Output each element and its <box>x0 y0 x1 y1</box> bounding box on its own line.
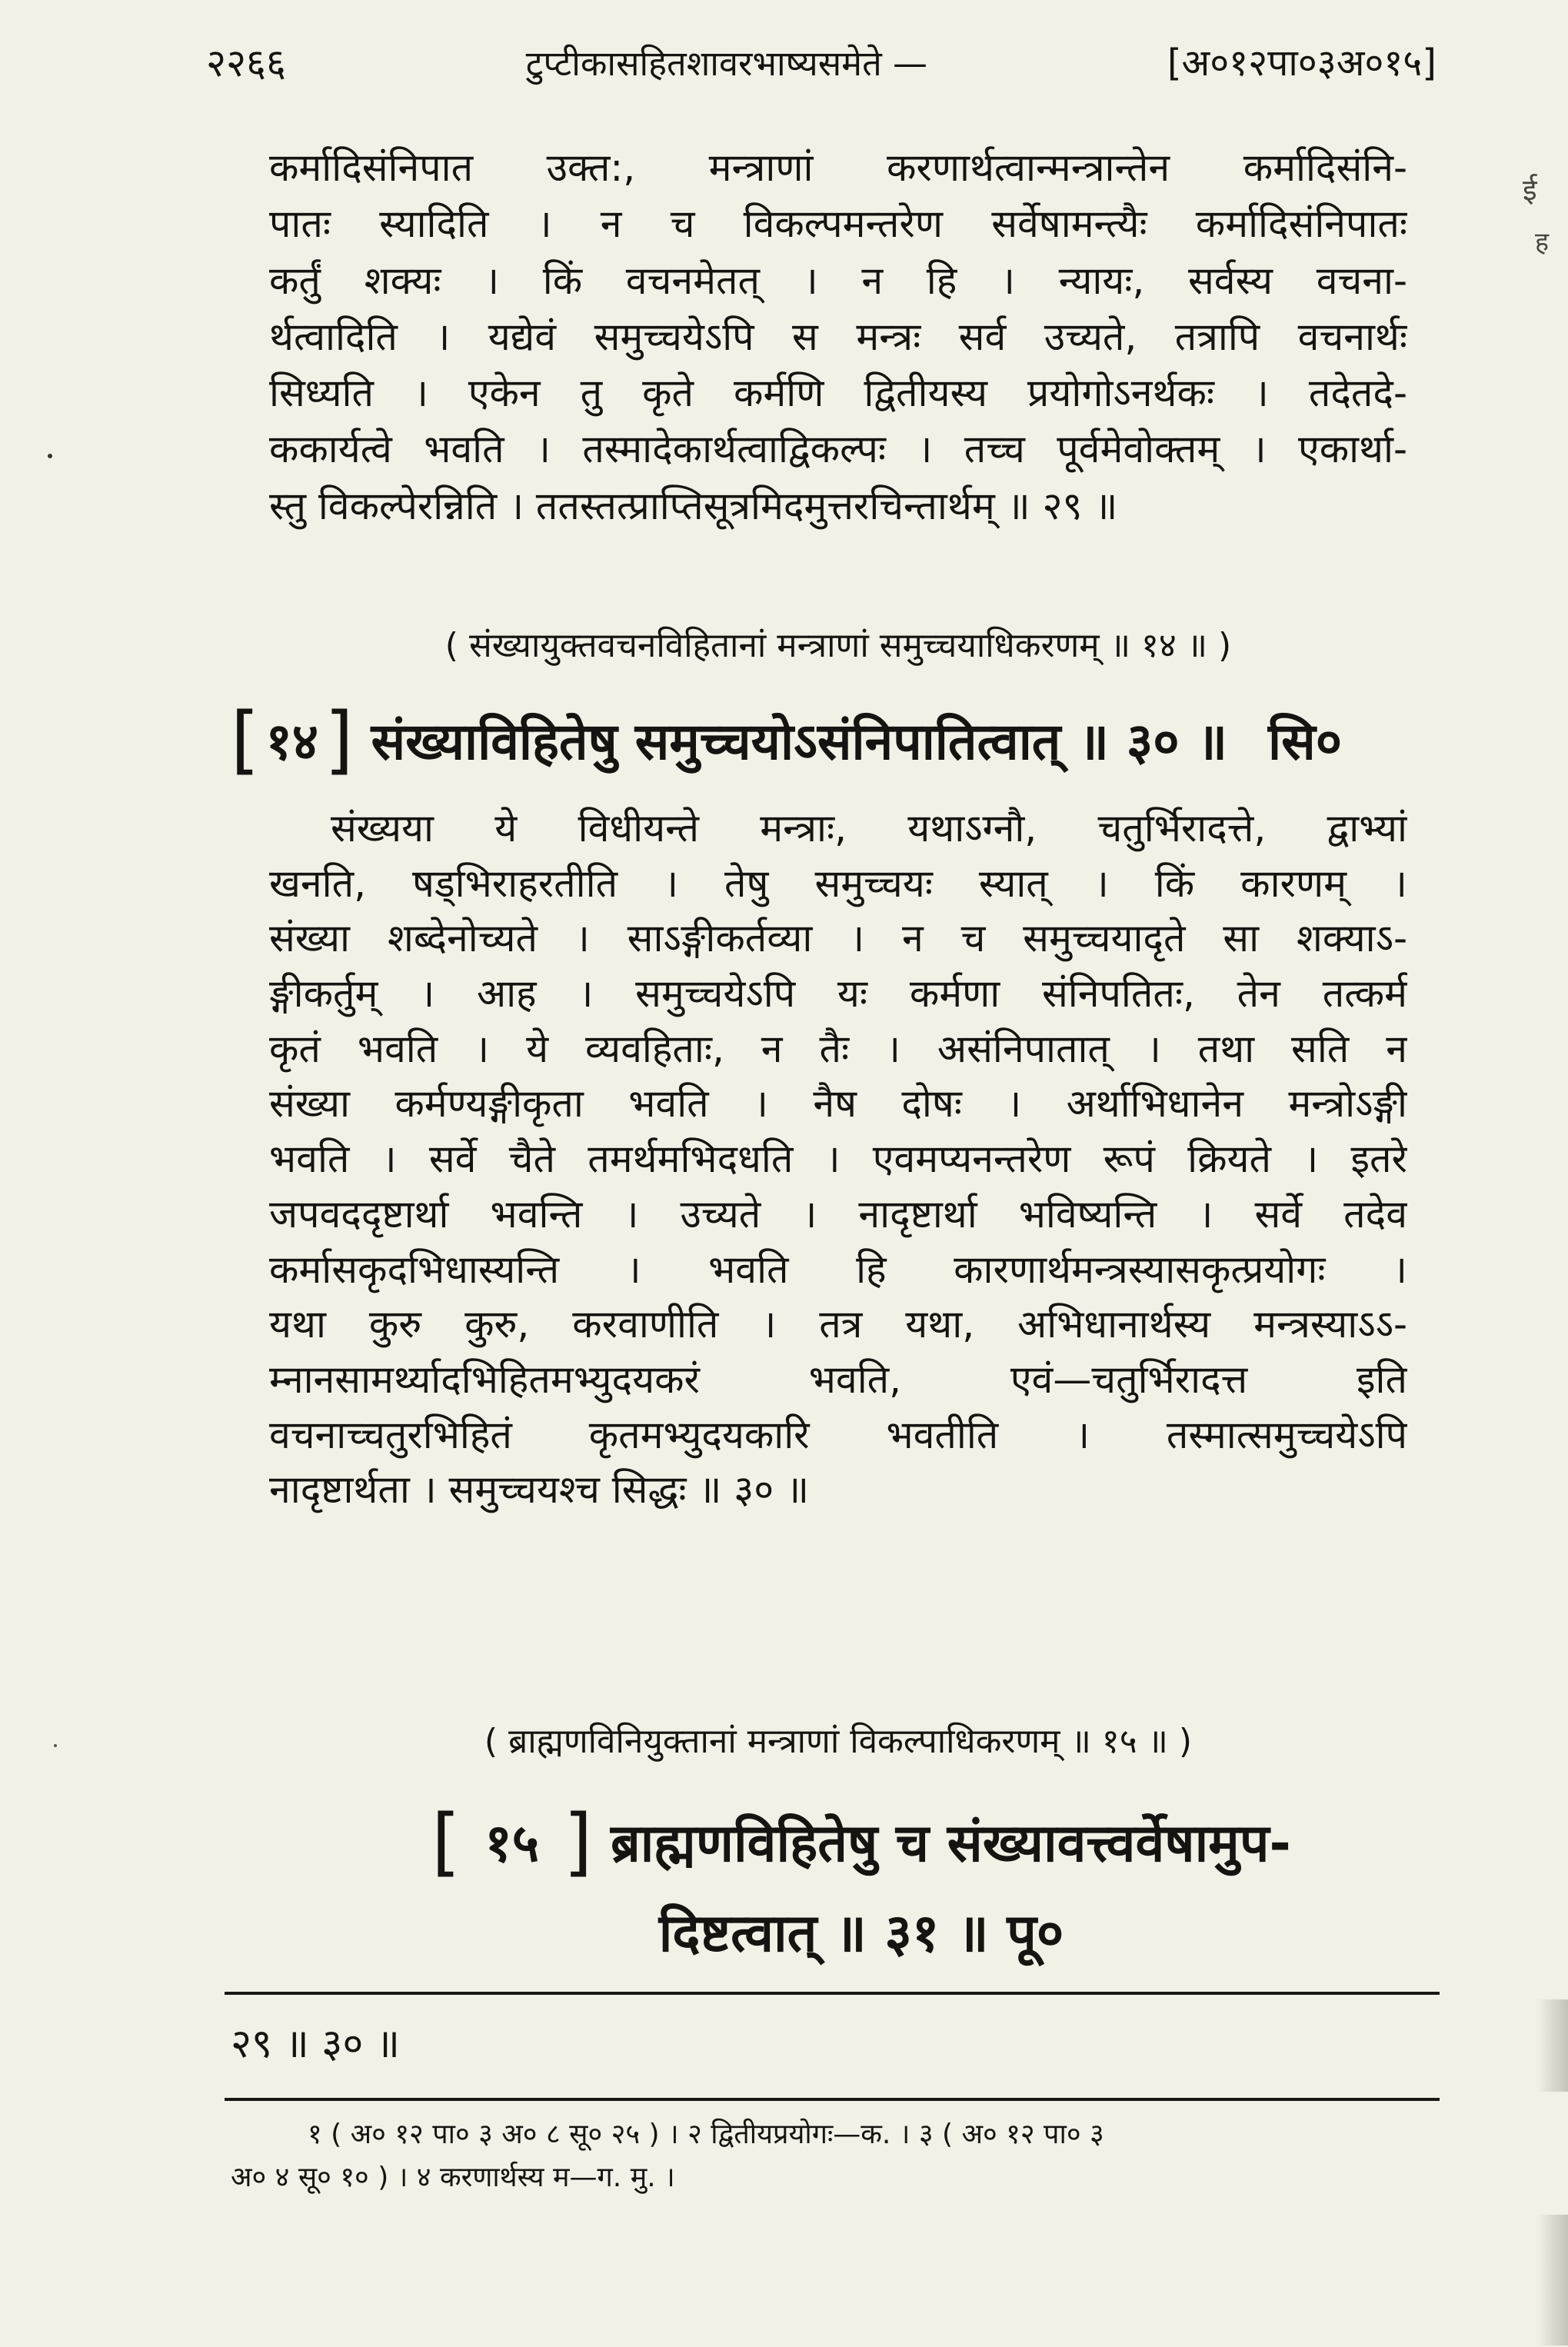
text-line: सिध्यति । एकेन तु कृते कर्मणि द्वितीयस्य प्रयोगोऽनर्थकः । तदेतदे- <box>269 371 1407 416</box>
text-line: म्नानसामर्थ्यादभिहितमभ्युदयकरं भवति, एवं—चतुर्भिरादत्त इति <box>269 1357 1407 1402</box>
text-line: संख्यया ये विधीयन्ते मन्त्राः, यथाऽग्नौ, चतुर्भिरादत्ते, द्वाभ्यां <box>331 806 1407 851</box>
text-line: वचनाच्चतुरभिहितं कृतमभ्युदयकारि भवतीति । तस्मात्समुच्चयेऽपि <box>269 1412 1407 1457</box>
text-line: कृतं भवति । ये व्यवहिताः, न तैः । असंनिपातात् । तथा सति न <box>269 1026 1407 1071</box>
scan-speck <box>54 1744 57 1747</box>
text-line: कर्मासकृदभिधास्यन्ति । भवति हि कारणार्थमन्त्रस्यासकृत्प्रयोगः । <box>269 1247 1407 1292</box>
text-line: ङ्गीकर्तुम् । आह । समुच्चयेऽपि यः कर्मणा संनिपतितः, तेन तत्कर्म <box>269 971 1407 1017</box>
text-line: कर्तुं शक्यः । किं वचनमेतत् । न हि । न्यायः, सर्वस्य वचना- <box>269 258 1407 303</box>
text-line: स्तु विकल्पेरन्निति । ततस्तत्प्राप्तिसूत्रमिदमुत्तरचिन्तार्थम् ॥ २९ ॥ <box>269 483 1118 528</box>
text-line: खनति, षड्भिराहरतीति । तेषु समुच्चयः स्यात् । किं कारणम् । <box>269 861 1407 906</box>
sutra-text: ब्राह्मणविहितेषु च संख्यावत्त्वर्वेषामुप- <box>610 1813 1291 1874</box>
bracket-close: ] <box>563 1799 593 1884</box>
adhikarana-heading-15: ( ब्राह्मणविनियुक्तानां मन्त्राणां विकल्पाधिकरणम् ॥ १५ ॥ ) <box>484 1722 1193 1761</box>
adhikarana-heading-14: ( संख्यायुक्तवचनविहितानां मन्त्राणां समुच्चयाधिकरणम् ॥ १४ ॥ ) <box>444 626 1232 665</box>
text-line: संख्या कर्मण्यङ्गीकृता भवति । नैष दोषः । अर्थाभिधानेन मन्त्रोऽङ्गी <box>269 1081 1407 1127</box>
text-line: कर्मादिसंनिपात उक्त:, मन्त्राणां करणार्थत्वान्मन्त्रान्तेन कर्मादिसंनि- <box>269 145 1407 190</box>
footnote-line: अ० ४ सू० १० ) । ४ करणार्थस्य म—ग. मु. । <box>231 2162 675 2193</box>
footnotes <box>231 2113 1438 2199</box>
running-title: टुप्टीकासहितशावरभाष्यसमेते — <box>525 42 928 84</box>
divider-rule <box>225 1992 1440 1995</box>
text-line: ककार्यत्वे भवति । तस्मादेकार्थत्वाद्विकल्पः । तच्च पूर्वमेवोक्तम् । एकार्था- <box>269 427 1407 472</box>
margin-mark: ह <box>1535 227 1550 258</box>
text-line: जपवददृष्टार्था भवन्ति । उच्यते । नादृष्टार्था भविष्यन्ति । सर्वे तदेव <box>269 1191 1407 1237</box>
text-line: पातः स्यादिति । न च विकल्पमन्तरेण सर्वेषामन्त्यैः कर्मादिसंनिपातः <box>269 201 1407 247</box>
page-number: २२६६ <box>206 41 286 85</box>
scan-speck <box>48 454 52 458</box>
bracket-open: [ <box>431 1799 461 1884</box>
sutra-15-line-1 <box>346 1799 1377 1884</box>
divider-rule <box>225 2098 1440 2101</box>
sutra-number: १५ <box>484 1813 540 1874</box>
commentary-paragraph-1 <box>269 140 1407 534</box>
text-line: र्थत्वादिति । यद्येवं समुच्चयेऽपि स मन्त्रः सर्व उच्यते, तत्रापि वचनार्थः <box>269 314 1407 359</box>
text-line: नादृष्टार्थता । समुच्चयश्च सिद्धः ॥ ३० ॥ <box>269 1467 810 1513</box>
footnote-line: १ ( अ० १२ पा० ३ अ० ८ सू० २५ ) । २ द्वितीयप्रयोगः—क. । ३ ( अ० १२ पा० ३ <box>308 2119 1104 2150</box>
page-header <box>206 32 1437 94</box>
sutra-14 <box>231 701 1430 778</box>
text-line: भवति । सर्वे चैते तमर्थमभिदधति । एवमप्यनन्तरेण रूपं क्रियते । इतरे <box>269 1137 1407 1182</box>
verse-number-index: २९ ॥ ३० ॥ <box>231 2021 401 2067</box>
chapter-reference: [अ०१२पा०३अ०१५] <box>1167 42 1437 85</box>
sutra-number: १४ <box>265 712 319 771</box>
bracket-open: [ <box>231 701 260 778</box>
scan-edge-shadow <box>1537 2215 1568 2345</box>
commentary-paragraph-2 <box>269 801 1407 1518</box>
sutra-15-line-2: दिष्टत्वात् ॥ ३१ ॥ पू० <box>658 1903 1064 1964</box>
text-line: यथा कुरु कुरु, करवाणीति । तत्र यथा, अभिधानार्थस्य मन्त्रस्याऽऽ- <box>269 1302 1407 1347</box>
text-line: संख्या शब्देनोच्यते । साऽङ्गीकर्तव्या । न च समुच्चयादृते सा शक्याऽ- <box>269 916 1407 961</box>
margin-mark: ई <box>1523 173 1537 207</box>
sutra-pada: सि० <box>1268 712 1343 771</box>
sutra-text: संख्याविहितेषु समुच्चयोऽसंनिपातित्वात् ॥ ३० ॥ <box>371 712 1228 771</box>
bracket-close: ] <box>325 701 354 778</box>
scan-edge-shadow <box>1537 1999 1568 2092</box>
